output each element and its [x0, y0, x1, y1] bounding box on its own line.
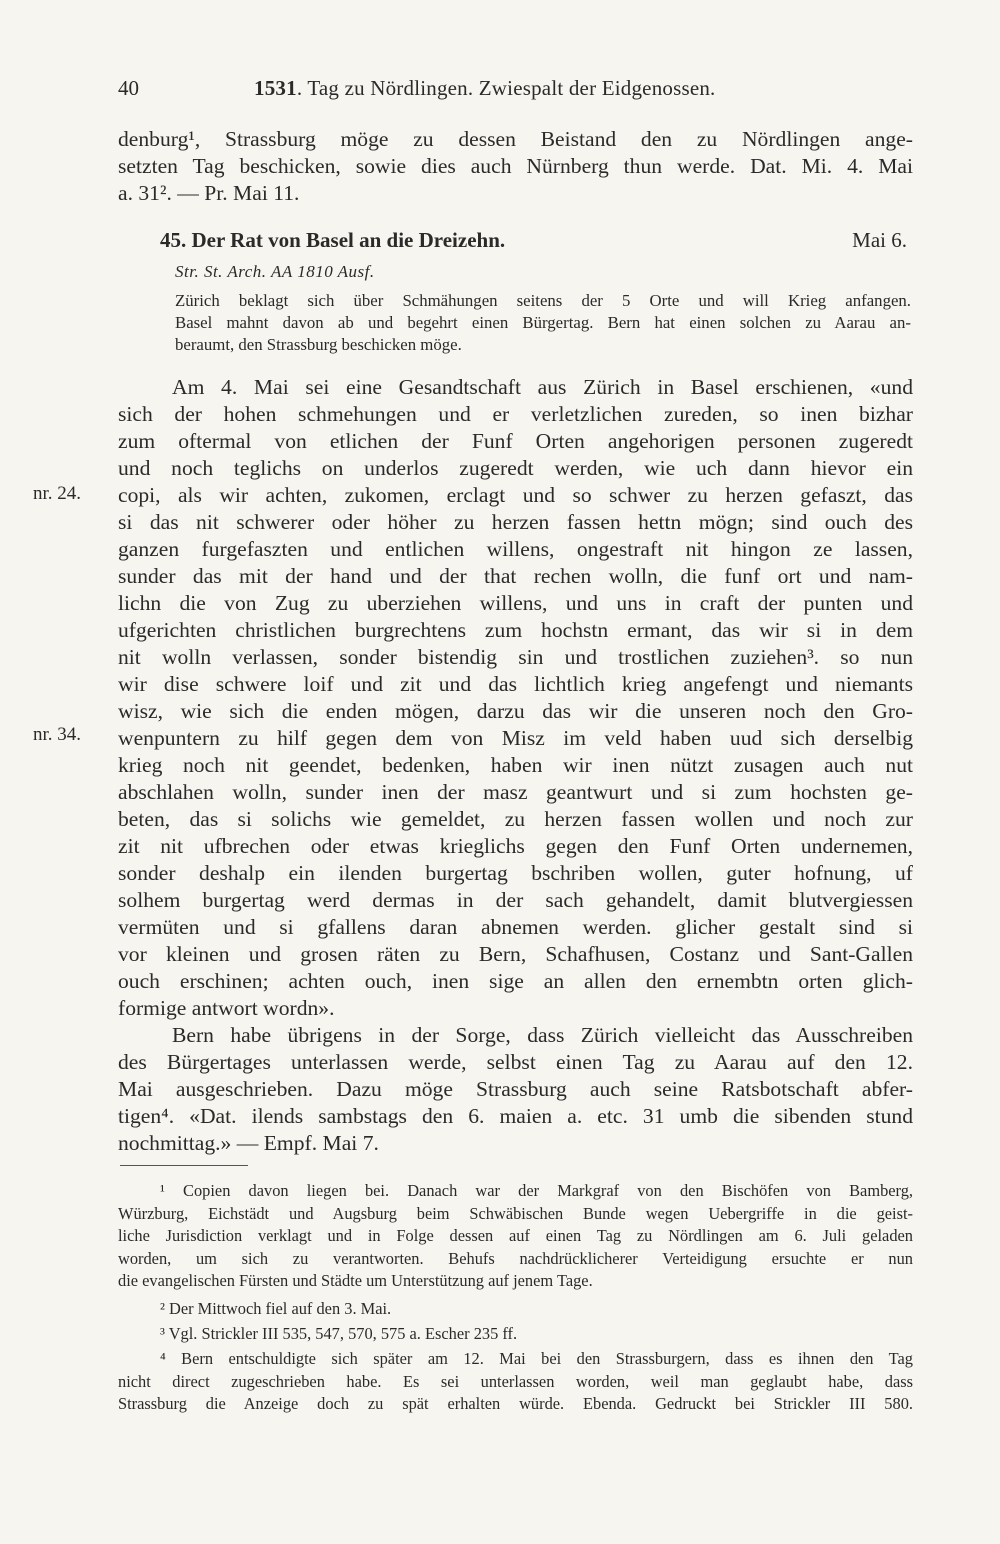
body-line: lichn die von Zug zu uberziehen willens, und uns in craft der punten und — [118, 591, 913, 615]
letter-body — [118, 374, 913, 1157]
footnote-2: ² Der Mittwoch fiel auf den 3. Mai. — [160, 1299, 392, 1318]
footnote-line: ¹ Copien davon liegen bei. Danach war der Markgraf von den Bischöfen von Bamberg, — [160, 1181, 913, 1200]
regest-line: Basel mahnt davon ab und begehrt einen Bürgertag. Bern hat einen solchen zu Aarau an- — [175, 313, 911, 332]
margin-reference: nr. 34. — [33, 724, 82, 745]
body-line: solhem burgertag werd dermas in der sach gehandelt, damit blutvergiessen — [118, 888, 913, 912]
body-line: krieg noch nit geendet, bedenken, haben wir inen nützt zusagen auch nut — [118, 753, 913, 777]
body-line: beten, das si solichs wie gemeldet, zu herzen fassen wollen und noch zur — [118, 807, 913, 831]
body-line: tigen⁴. «Dat. ilends sambstags den 6. maien a. etc. 31 umb die sibenden stund — [118, 1104, 913, 1128]
intro-line: a. 31². — Pr. Mai 11. — [118, 181, 300, 205]
body-line: wisz, wie sich die enden mögen, darzu das wir die unseren noch den Gro- — [118, 699, 913, 723]
intro-paragraph — [118, 126, 913, 207]
body-line: wenpuntern zu hilf gegen dem von Misz im veld haben uud sich derselbig — [118, 726, 913, 750]
body-line: sich der hohen schmehungen und er verletzlichen zureden, so inen bizhar — [118, 402, 913, 426]
footnote-4 — [118, 1348, 913, 1416]
regest-line: beraumt, den Strassburg beschicken möge. — [175, 335, 462, 354]
footnote-line: Strassburg die Anzeige doch zu spät erhalten würde. Ebenda. Gedruckt bei Strickler III 580. — [118, 1394, 913, 1413]
running-header — [118, 76, 913, 106]
body-line: zit nit ufbrechen oder etwas krieglichs gegen den Funf Orten undernemen, — [118, 834, 913, 858]
running-title-text: . Tag zu Nördlingen. Zwiespalt der Eidgenossen. — [296, 76, 716, 100]
footnote-line: nicht direct zugeschrieben habe. Es sei unterlassen worden, weil man geglaubt habe, dass — [118, 1371, 913, 1391]
regest-line: Zürich beklagt sich über Schmähungen seitens der 5 Orte und will Krieg anfangen. — [175, 291, 911, 310]
body-line: ouch erschinen; achten ouch, inen sige an allen den ernembtn orten glich- — [118, 969, 913, 993]
body-line: wir dise schwere loif und zit und das lichtlich krieg angefengt und niemants — [118, 672, 913, 696]
regest-summary — [175, 290, 911, 356]
footnote-line: die evangelischen Fürsten und Städte um Unterstützung auf jenem Tage. — [118, 1271, 593, 1290]
archive-source: Str. St. Arch. AA 1810 Ausf. — [175, 262, 375, 281]
body-line: si das nit schwerer oder höher zu herzen fassen hettn mögn; sind ouch des — [118, 510, 913, 534]
body-line: nochmittag.» — Empf. Mai 7. — [118, 1131, 379, 1155]
body-line: ufgerichten christlichen burgrechtens zum hochstn ermant, das wir si in dem — [118, 618, 913, 642]
body-line: Mai ausgeschrieben. Dazu möge Strassburg auch seine Ratsbotschaft abfer- — [118, 1077, 913, 1101]
margin-reference: nr. 24. — [33, 483, 82, 504]
footnote-line: ⁴ Bern entschuldigte sich später am 12. Mai bei den Strassburgern, dass es ihnen den Tag — [160, 1349, 913, 1368]
body-line: vermüten und si gfallens daran abnemen werden. glicher gestalt sind si — [118, 915, 913, 939]
footnote-rule — [120, 1165, 248, 1166]
entry-heading — [160, 228, 913, 253]
body-line: Am 4. Mai sei eine Gesandtschaft aus Zürich in Basel erschienen, «und — [172, 375, 913, 399]
body-line: formige antwort wordn». — [118, 996, 335, 1020]
body-line: und noch teglichs on underlos zugeredt werden, wie uch dann hievor ein — [118, 456, 913, 480]
intro-line: setzten Tag beschicken, sowie dies auch Nürnberg thun werde. Dat. Mi. 4. Mai — [118, 154, 913, 178]
running-title — [254, 76, 716, 101]
body-line: ganzen furgefaszten und entlichen willens, ongestraft nit hingon ze lassen, — [118, 537, 913, 561]
footnote-3: ³ Vgl. Strickler III 535, 547, 570, 575 a. Escher 235 ff. — [160, 1324, 518, 1343]
body-line: sonder deshalp ein ilenden burgertag bschriben wollen, guter hofnung, uf — [118, 861, 913, 885]
entry-date: Mai 6. — [852, 228, 907, 252]
body-line: copi, als wir achten, zukomen, erclagt und so schwer zu herzen gefaszt, das — [118, 483, 913, 507]
body-line: Bern habe übrigens in der Sorge, dass Zürich vielleicht das Ausschreiben — [172, 1023, 913, 1047]
footnote-line: liche Jurisdiction verklagt und in Folge dessen auf einen Tag zu Nördlingen am 6. Juli geladen — [118, 1226, 913, 1245]
body-line: des Bürgertages unterlassen werde, selbst einen Tag zu Aarau auf den 12. — [118, 1050, 913, 1074]
body-line: nit wolln verlassen, sonder bistendig sin und trostlichen zuziehen³. so nun — [118, 645, 913, 669]
intro-line: denburg¹, Strassburg möge zu dessen Beistand den zu Nördlingen ange- — [118, 127, 913, 151]
body-line: sunder das mit der hand und der that rechen wolln, die funf ort und nam- — [118, 564, 913, 588]
footnote-line: Würzburg, Eichstädt und Augsburg beim Schwäbischen Bunde wegen Uebergriffe in die geist- — [118, 1203, 913, 1223]
footnote-line: worden, um sich zu verantworten. Behufs nachdrücklicherer Verteidigung ersuchte er nun — [118, 1248, 913, 1268]
body-line: vor kleinen und grosen räten zu Bern, Schafhusen, Costanz und Sant-Gallen — [118, 942, 913, 966]
body-line: abschlahen wolln, sunder inen der masz geantwurt und si zum hochsten ge- — [118, 780, 913, 804]
running-title-year: 1531 — [254, 76, 297, 100]
entry-title: 45. Der Rat von Basel an die Dreizehn. — [160, 228, 506, 252]
body-line: zum oftermal von etlichen der Funf Orten angehorigen personen zugeredt — [118, 429, 913, 453]
footnote-1 — [118, 1180, 913, 1293]
page-number: 40 — [118, 76, 139, 100]
